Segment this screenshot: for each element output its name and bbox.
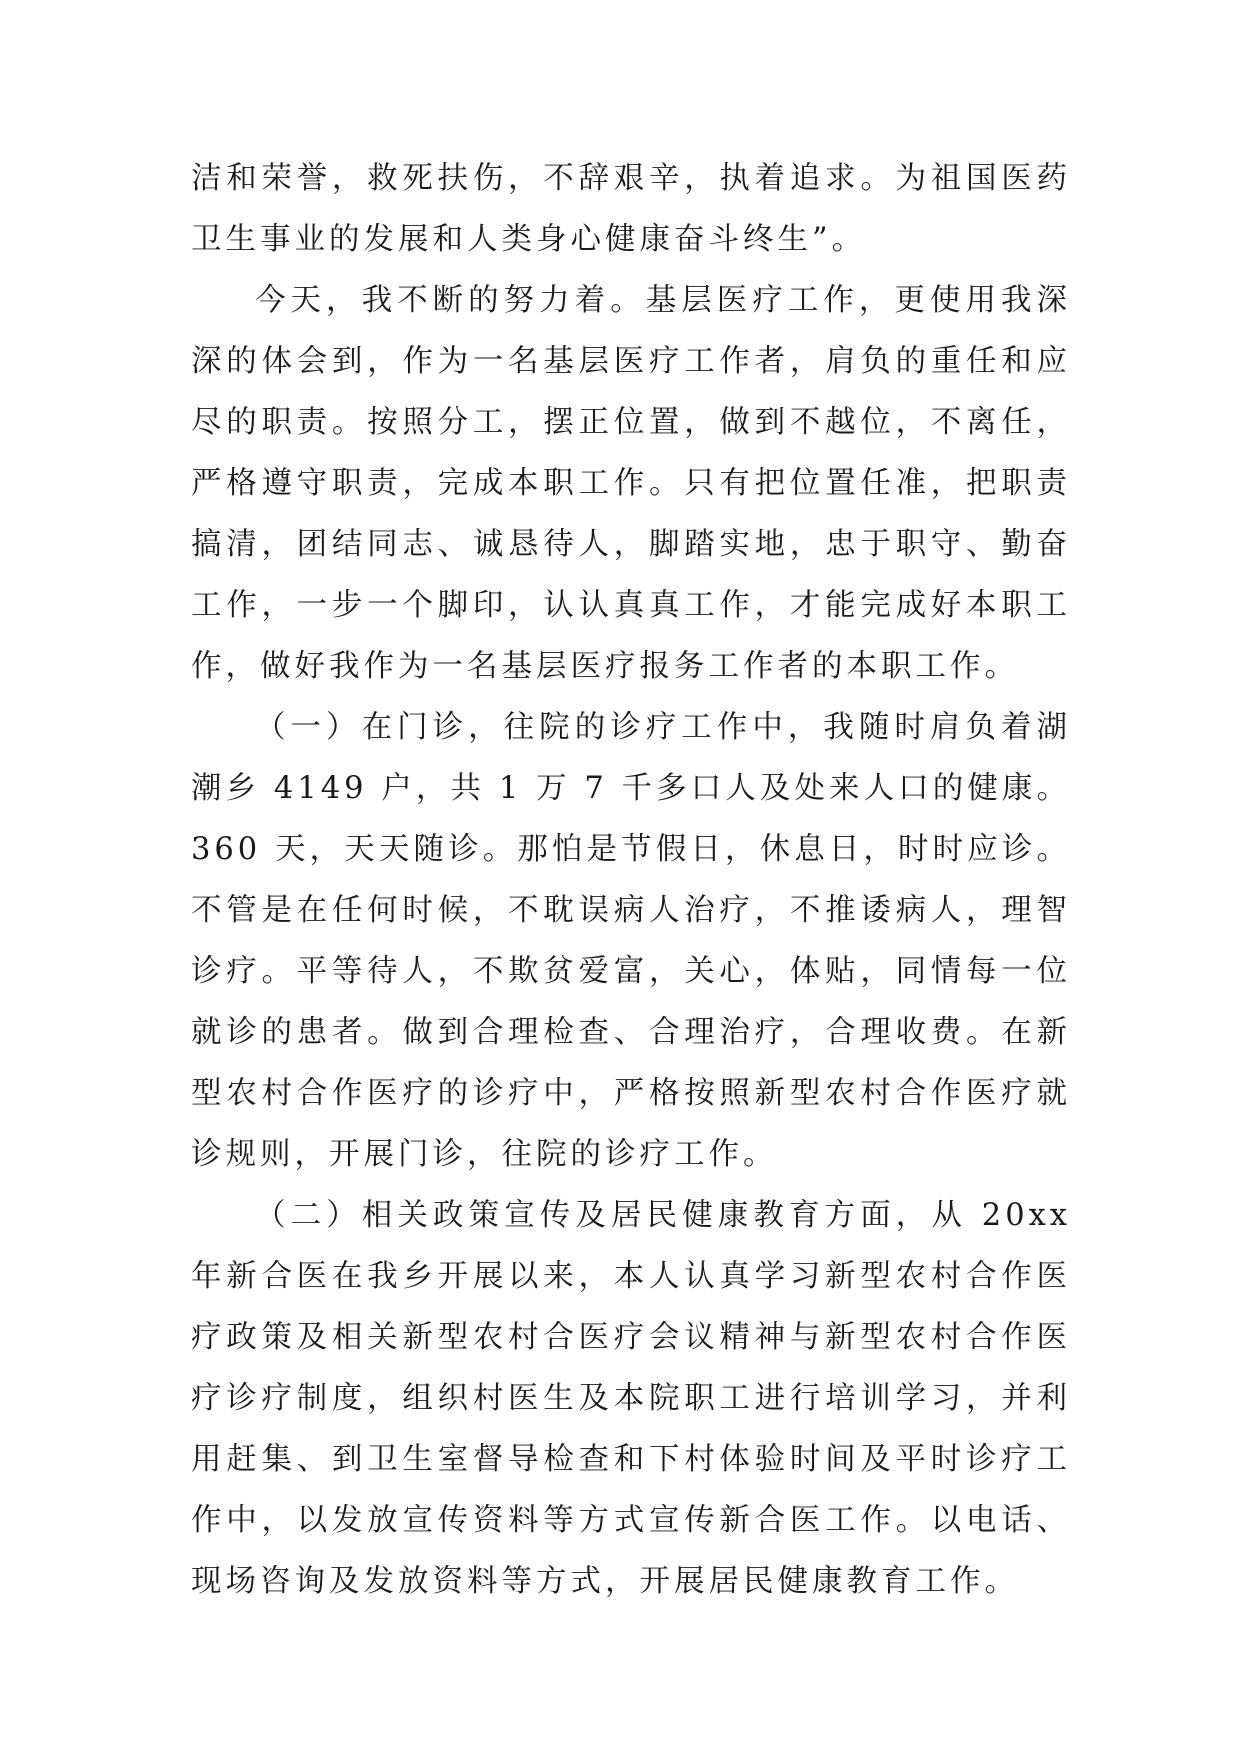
paragraph-continuation: 洁和荣誉，救死扶伤，不辞艰辛，执着追求。为祖国医药卫生事业的发展和人类身心健康奋斗终生”。: [191, 161, 1071, 257]
document-body: [191, 148, 1071, 1612]
paragraph-policy-education: （二）相关政策宣传及居民健康教育方面，从 20xx 年新合医在我乡开展以来，本人认真学习新型农村合作医疗政策及相关新型农村合医疗会议精神与新型农村合作医疗诊疗制度，组织村医生及本院职工进行培训学习，并利用赶集、到卫生室督导检查和下村体验时间及平时诊疗工作中，以发放宣传资料等方式宣传新合医工作。以电话、现场咨询及发放资料等方式，开展居民健康教育工作。: [191, 1198, 1071, 1599]
paragraph-outpatient-work: （一）在门诊，往院的诊疗工作中，我随时肩负着湖潮乡 4149 户，共 1 万 7 千多口人及处来人口的健康。360 天，天天随诊。那怕是节假日，休息日，时时应诊。不管是在任何时候，不耽误病人治疗，不推诿病人，理智诊疗。平等待人，不欺贫爱富，关心，体贴，同情每一位就诊的患者。做到合理检查、合理治疗，合理收费。在新型农村合作医疗的诊疗中，严格按照新型农村合作医疗就诊规则，开展门诊，往院的诊疗工作。: [191, 710, 1071, 1172]
paragraph-duty-reflection: 今天，我不断的努力着。基层医疗工作，更使用我深深的体会到，作为一名基层医疗工作者，肩负的重任和应尽的职责。按照分工，摆正位置，做到不越位，不离任，严格遵守职责，完成本职工作。只有把位置任准，把职责搞清，团结同志、诚恳待人，脚踏实地，忠于职守、勤奋工作，一步一个脚印，认认真真工作，才能完成好本职工作，做好我作为一名基层医疗报务工作者的本职工作。: [191, 283, 1071, 684]
